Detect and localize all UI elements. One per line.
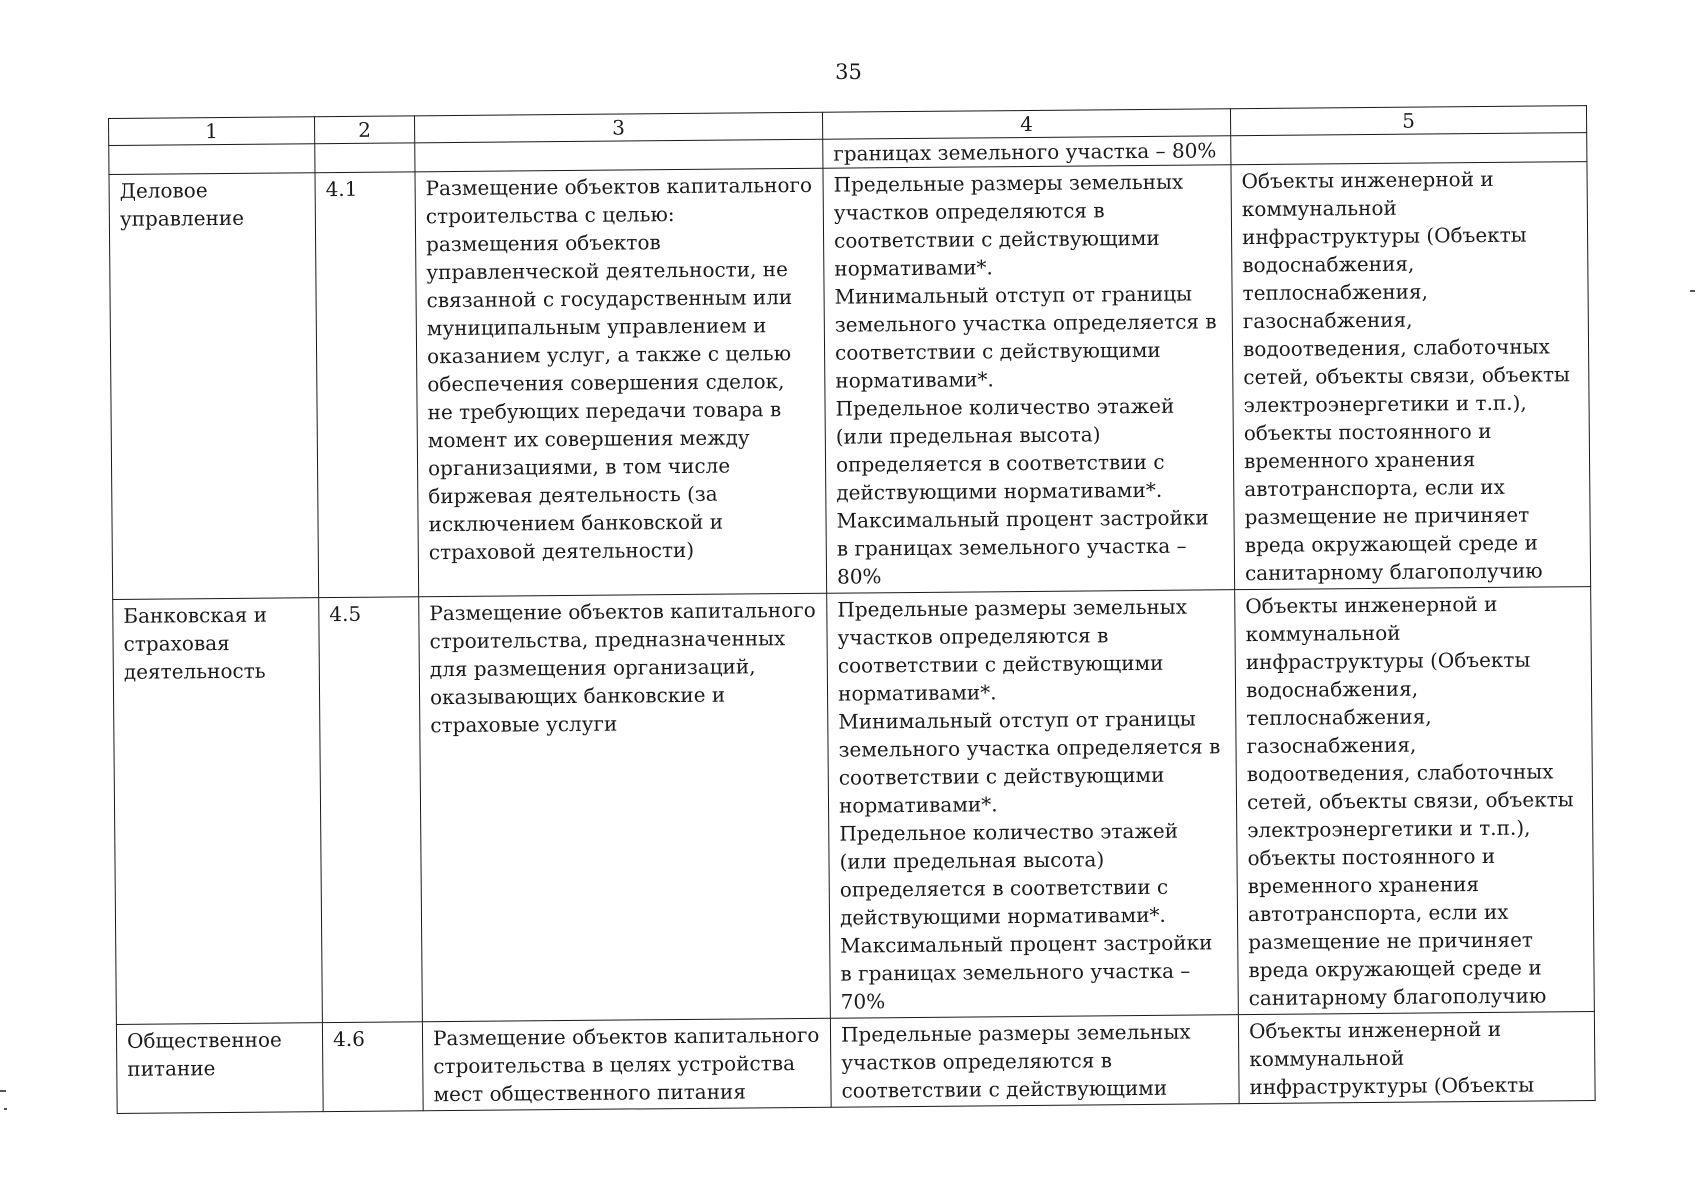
page-number: 35 (835, 60, 862, 84)
use-name: Деловое управление (109, 173, 319, 600)
column-number: 2 (314, 116, 414, 144)
column-number: 1 (109, 117, 315, 146)
use-parameters: Предельные размеры земельных участков определяются в соответствии с действующими нормативами*. Минимальный отступ от границы земельного участка определяется в соответствии с действующими нормативами*. Предельное количество этажей (или предельная высота) определяется в соответствии с действующими нормативами*. Максимальный процент застройки в границах земельного участка – 80% (823, 165, 1235, 594)
use-code: 4.1 (315, 172, 419, 598)
auxiliary-uses: Объекты инженерной и коммунальной инфраструктуры (Объекты водоснабжения, теплоснабжения, газоснабжения, водоотведения, слаботочных сетей, объекты связи, объекты электроэнергетики и т.п.), объекты постоянного и временного хранения автотранспорта, если их размещение не причиняет вреда окружающей среде и санитарному благополучию (1235, 587, 1595, 1015)
scan-mark (4, 1108, 7, 1110)
use-parameters: Предельные размеры земельных участков определяются в соответствии с действующими (830, 1015, 1239, 1108)
table-row (109, 162, 1591, 600)
land-use-table (108, 105, 1596, 1114)
table-row (113, 587, 1595, 1025)
continuation-cell (1231, 133, 1587, 165)
use-code: 4.5 (319, 597, 423, 1023)
auxiliary-uses: Объекты инженерной и коммунальной инфраструктуры (Объекты водоснабжения, теплоснабжения, газоснабжения, водоотведения, слаботочных сетей, объекты связи, объекты электроэнергетики и т.п.), объекты постоянного и временного хранения автотранспорта, если их размещение не причиняет вреда окружающей среде и санитарному благополучию (1231, 162, 1591, 590)
scan-mark (1690, 290, 1695, 292)
continuation-cell (415, 139, 823, 172)
continuation-cell (315, 143, 415, 173)
use-description: Размещение объектов капитального строительства в целях устройства мест общественного питания (422, 1018, 831, 1111)
auxiliary-uses: Объекты инженерной и коммунальной инфраструктуры (Объекты (1238, 1012, 1595, 1104)
use-code: 4.6 (322, 1022, 423, 1112)
table-row (116, 1012, 1595, 1114)
continuation-parameters: границах земельного участка – 80% (823, 136, 1231, 169)
scan-mark (0, 1090, 6, 1092)
continuation-cell (109, 144, 315, 175)
use-description: Размещение объектов капитального строительства с целью: размещения объектов управленческой деятельности, не связанной с государственным или муниципальным управлением и оказанием услуг, а также с целью обеспечения совершения сделок, не требующих передачи товара в момент их совершения между организациями, в том числе биржевая деятельность (за исключением банковской и страховой деятельности) (415, 168, 827, 597)
use-name: Общественное питание (116, 1023, 323, 1114)
column-number: 5 (1230, 106, 1586, 136)
column-number: 3 (414, 112, 822, 143)
use-parameters: Предельные размеры земельных участков определяются в соответствии с действующими нормативами*. Минимальный отступ от границы земельного участка определяется в соответствии с действующими нормативами*. Предельное количество этажей (или предельная высота) определяется в соответствии с действующими нормативами*. Максимальный процент застройки в границах земельного участка – 70% (827, 590, 1239, 1019)
use-description: Размещение объектов капитального строительства, предназначенных для размещения организаций, оказывающих банковские и страховые услуги (419, 593, 831, 1022)
column-number: 4 (822, 109, 1230, 140)
use-name: Банковская и страховая деятельность (113, 598, 323, 1025)
